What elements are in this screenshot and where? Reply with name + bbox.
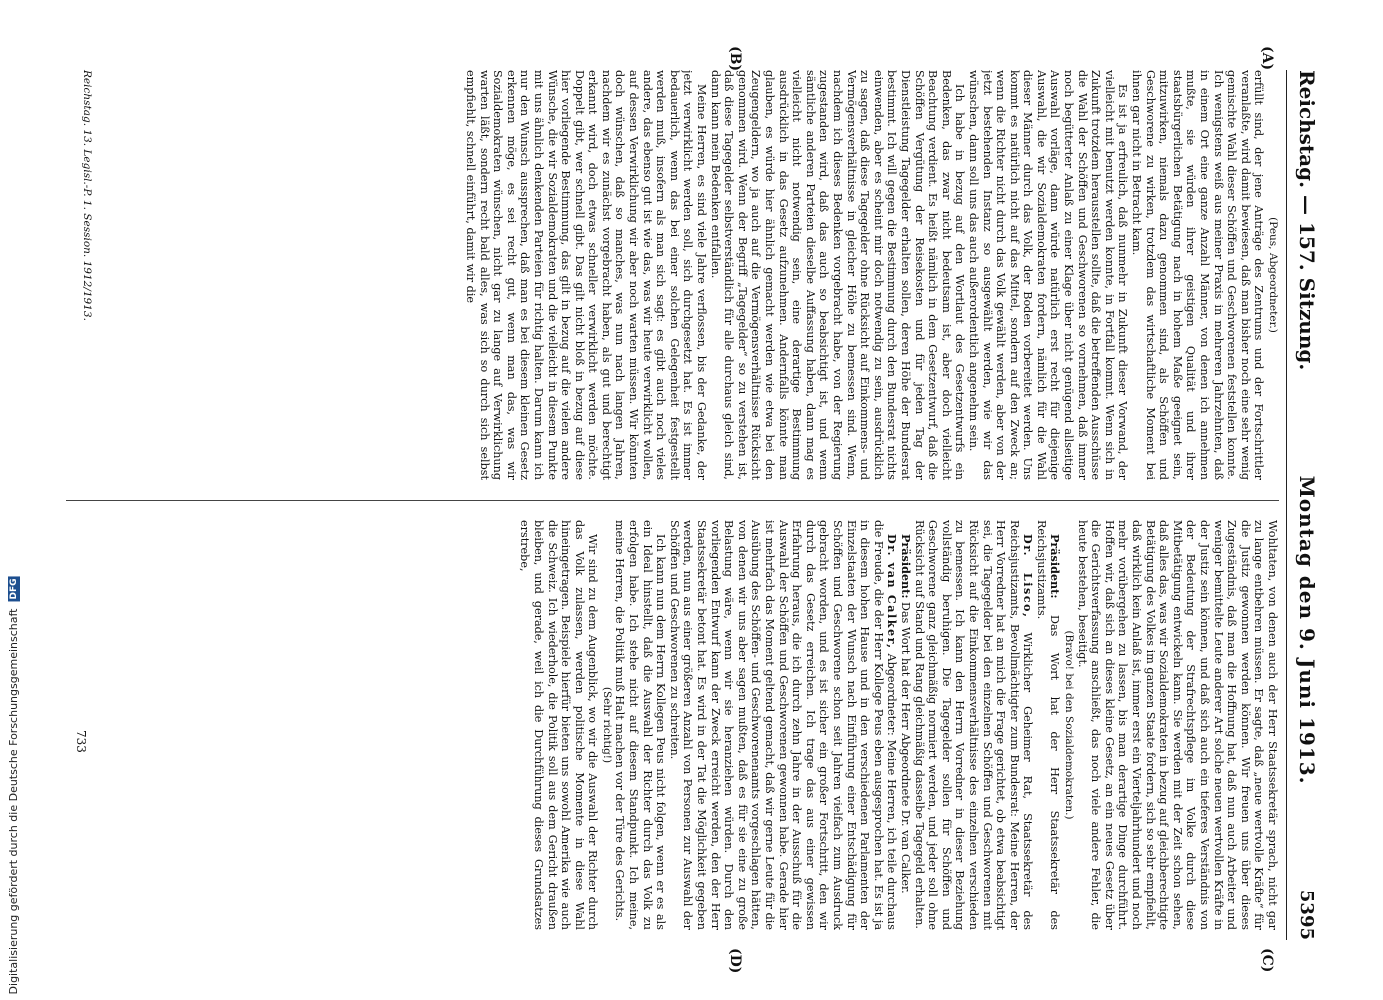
lisco-speech (912, 520, 1034, 930)
calker-speech (667, 520, 898, 930)
column-divider (66, 500, 1279, 501)
applause-note: (Bravo! bei den Sozialdemokraten.) (1063, 630, 1076, 820)
digitization-credit (2, 0, 24, 1000)
paragraph: Ich kann nun dem Herrn Kollegen Peus nicht folgen, wenn er es als ein Ideal hinstellt, daß die Auswahl der Richter durch das Volk zu erfolgen habe. Ich stehe nicht auf diesem Standpunkt. Ich meine, meine Herren, die Politik muß Halt machen vor der Türe des Gerichts. (613, 520, 668, 930)
dfg-logo: DFG (8, 577, 19, 599)
speech-text: Abgeordneter: Meine Herren, ich teile durchaus die Freude, die der Herr Kollege Peus eben ausgesprochen hat. Es ist ja in diesem hohen Hause und in den verschiedenen Parlamenten der Einzelstaaten der Wunsch nach Einführung einer Entschädigung für Schöffen und Geschworene schon seit Jahren vielfach zum Ausdruck gebracht worden, und es ist sicher ein großer Fortschritt, den wir durch das Gesetz erreichen. Ich trage das aus einer gewissen Erfahrung heraus, die ich durch zehn Jahre in der Ausschuß für die Auswahl der Schöffen und Geschworenen gewonnen habe. Gerade hier ist mehrfach das Moment geltend gemacht, daß wir gerne Leute für die Ausübung des Schöffen- und Geschworenenamts vorgeschlagen hätten, von denen wir uns aber sagen mußten, daß es für sie eine zu große Belastung wäre, wenn wir sie heranziehen würden. Durch den vorliegenden Entwurf kann der Zweck erreicht werden, den der Herr Staatssekretär betont hat. Es wird in der Tat die Möglichkeit gegeben werden, nun aus einer größeren Anzahl von Personen zur Auswahl der Schöffen und Geschworenen zu schreiten. (667, 520, 899, 930)
paragraph: Wir sind zu dem Augenblick, wo wir die Auswahl der Richter durch das Volk zulassen, werden politische Momente in diese Wahl hineingetragen. Beispiele hierfür bieten uns sowohl Amerika wie auch die Schweiz. Ich wiederhole, die Politik soll aus dem Gericht draußen bleiben, und gerade, weil ich die Durchführung dieses Grundsatzes erstrebe, (518, 520, 600, 930)
paragraph: Meine Herren, es sind viele Jahre verflossen, bis der Gedanke, der jetzt verwirklicht werden soll, sich durchgesetzt hat. Es ist immer bedauerlich, wenn das bei einer solchen Gelegenheit festgestellt werden muß, insofern als man sich sagt: es gibt auch noch vieles andere, das ebenso gut ist wie das, was wir heute verwirklicht wollen, auf dessen Verwirklichung wir aber noch warten müssen. Wir könnten doch wünschen, daß so manches, was nun nach langen Jahren, nachdem wir es zunächst vorgebracht haben, als gut und berechtigt erkannt wird, doch etwas schneller verwirklicht werden möchte. Doppelt gibt, wer schnell gibt. Das gilt nicht bloß in bezug auf diese hier vorliegende Bestimmung, das gilt in bezug auf die vielen andere Wünsche, die wir Sozialdemokraten und die vielleicht in diesem Punkte mit uns ähnlich denkenden Parteien für richtig halten. Darum kann ich nur den Wunsch aussprechen, daß man es bei diesem kleinen Gesetz erkennen möge, es sei recht gut, wenn man das, was wir Sozialdemokraten wünschen, nicht gar zu lange auf Verwirklichung warten läßt, sondern recht bald alles, was sich so durch sich selbst empfiehlt, schnell einführt, damit wir die (463, 70, 709, 480)
header-left: Reichstag. — 157. Sitzung. (1295, 70, 1319, 371)
margin-marker-b: (B) (727, 46, 743, 72)
left-column (60, 70, 1279, 480)
margin-marker-d: (D) (727, 948, 743, 974)
speaker-name: Dr. Lisco, (1021, 534, 1036, 619)
margin-marker-a: (A) (1259, 46, 1275, 71)
paragraph: Ich habe in bezug auf den Wortlaut des Gesetzentwurfs ein Bedenken, das zwar nicht bedeutsam ist, aber doch vielleicht Beachtung verdient. Es heißt nämlich in dem Gesetzentwurf, daß die Schöffen Vergütung der Reisekosten und für jeden Tag der Dienstleistung Tagegelder erhalten sollen, deren Höhe der Bundesrat bestimmt. Ich will gegen die Bestimmung durch den Bundesrat nichts einwenden, aber es scheint mir doch notwendig zu sein, ausdrücklich zu sagen, daß diese Tagegelder ohne Rücksicht auf Einkommens- und Vermögensverhältnisse in gleicher Höhe zu bemessen sind. Wenn, nachdem ich dieses Bedenken vorgebracht habe, von der Regierung zugestanden wird, daß das auch so beabsichtigt ist, und wenn sämtliche anderen Parteien dieselbe Auffassung haben, dann mag es vielleicht nicht notwendig sein, eine derartige Bestimmung ausdrücklich in das Gesetz aufzunehmen. Andernfalls könnte man glauben, es würde hier ähnlich gemacht werden wie etwa bei den Zeugengeldern, wo ja auch auf die Vermögensverhältnisse Rücksicht genommen wird. Wenn der Begriff „Tagegelder“ so zu verstehen ist, daß diese Tagegelder selbstverständlich für alle durchaus gleich sind, dann kann mein Bedenken entfallen. (708, 70, 967, 480)
speech-text: Wirklicher Geheimer Rat, Staatssekretär des Reichsjustizamts, Bevollmächtigter zum Bundesrat: Meine Herren, der Herr Vorredner hat an mich die Frage gerichtet, ob etwa beabsichtigt sei, die Tagegelder bei den einzelnen Schöffen und Geschworenen mit Rücksicht auf die Einkommensverhältnisse des einzelnen verschieden zu bemessen. Ich kann den Herrn Vorredner in dieser Beziehung vollständig beruhigen. Die Tagegelder sollen für Schöffen und Geschworene ganz gleichmäßig normiert werden, und jeder soll ohne Rücksicht auf Stand und Rang gleichmäßig dasselbe Tagegeld erhalten. (912, 520, 1035, 930)
speech-text: Das Wort hat der Herr Staatssekretär des Reichsjustizamts. (1034, 520, 1062, 930)
page-footer: Reichstag. 13. Legisl.-P. 1. Session. 1912/1913. (81, 70, 93, 321)
header-rule (1286, 70, 1287, 940)
paragraph: Es ist ja erfreulich, daß nunmehr in Zukunft dieser Vorwand, der vielleicht mit benutzt werden konnte, in Fortfall kommt. Wenn sich in Zukunft trotzdem herausstellen sollte, daß die betreffenden Ausschüsse die Wahl der Schöffen und Geschworenen so vornehmen, daß immer noch begütterter Anlaß zu einer Klage über nicht genügend allseitige Auswahl vorläge, dann würde natürlich erst recht für diejenige Auswahl, die wir Sozialdemokraten fordern, nämlich für die Wahl dieser Männer durch das Volk, der Boden vorbereitet werden. Uns kommt es natürlich nicht auf das Mittel, sondern auf den Zweck an; wenn die Richter nicht durch das Volk gewählt werden, aber von der jetzt bestehenden Instanz so ausgewählt werden, wie wir das wünschen, dann soll uns das auch außerordentlich angenehm sein. (966, 70, 1130, 480)
speaker-label: Präsident: (1048, 534, 1063, 599)
speaker-name: Dr. van Calker, (885, 534, 900, 650)
page-header (1289, 70, 1325, 940)
speech-text: Das Wort hat der Herr Abgeordnete Dr. van Calker. (898, 602, 912, 894)
interjection: (Sehr richtig!) (600, 686, 613, 764)
credit-text: Digitalisierung gefördert durch die Deutsche Forschungsgemeinschaft (6, 608, 20, 994)
page-number: 5395 (1296, 889, 1318, 940)
header-date: Montag den 9. Juni 1913. (1295, 475, 1319, 785)
paragraph: Wohltaten, von denen auch der Herr Staatssekretär sprach, nicht gar zu lange entbehren müssen. Er sagte, daß „neue wertvolle Kräfte“ für die Justiz gewonnen werden können. Wir freuen uns über dieses Zugeständnis, daß man die Hoffnung hat, daß nun auch Arbeiter und weniger bemittelte Leute anderer Art solche neuen wertvollen Kräfte in der Justiz sein können, und daß sich auch ein tieferes Verständnis von der Bedeutung der Strafrechtspflege im Volke durch diese Mitbetätigung entwickeln kann. Sie werden mit der Zeit schon sehen, daß alles das, was wir Sozialdemokraten in bezug auf gleichberechtigte Betätigung des Volkes im ganzen Staate fordern, sich so sehr empfiehlt, daß wirklich kein Anlaß ist, immer erst ein Vierteljahrhundert und noch mehr vorübergehen zu lassen, bis man derartige Dinge durchführt. Hoffen wir, daß sich an dieses kleine Gesetz, an ein neues Gesetz über die Gerichtsverfassung anschließt, das noch viele andere Fehler, die heute bestehen, beseitigt. (1075, 520, 1279, 930)
president-remark (898, 520, 912, 930)
speaker-note: (Peus, Abgeordneter.) (1267, 217, 1279, 333)
signature-mark: 733 (74, 730, 88, 753)
president-remark (1034, 520, 1061, 930)
margin-marker-c: (C) (1259, 948, 1275, 973)
right-column (60, 520, 1279, 930)
paragraph: erfüllt sind, der jene Anträge des Zentrums und der Fortschrittler veranlaßte, wird damit bewiesen, daß man bisher noch eine sehr wenig gemischte Wahl dieser Schöffen und Geschworenen feststellen konnte. Ich wenigstens weiß aus meiner Praxis in mehreren Jahrzehnten, daß in einem Ort eine ganze Anzahl Männer, von denen ich annehmen mußte, sie würden ihrer geistigen Qualität und ihrer staatsbürgerlichen Betätigung nach in hohem Maße geeignet sein, mitzuwirken, niemals dazu genommen sind, als Schöffen und Geschworene zu wirken, trotzdem das wirtschaftliche Moment bei ihnen gar nicht in Betracht kam. (1130, 70, 1266, 480)
speaker-label: Präsident: (898, 534, 913, 599)
